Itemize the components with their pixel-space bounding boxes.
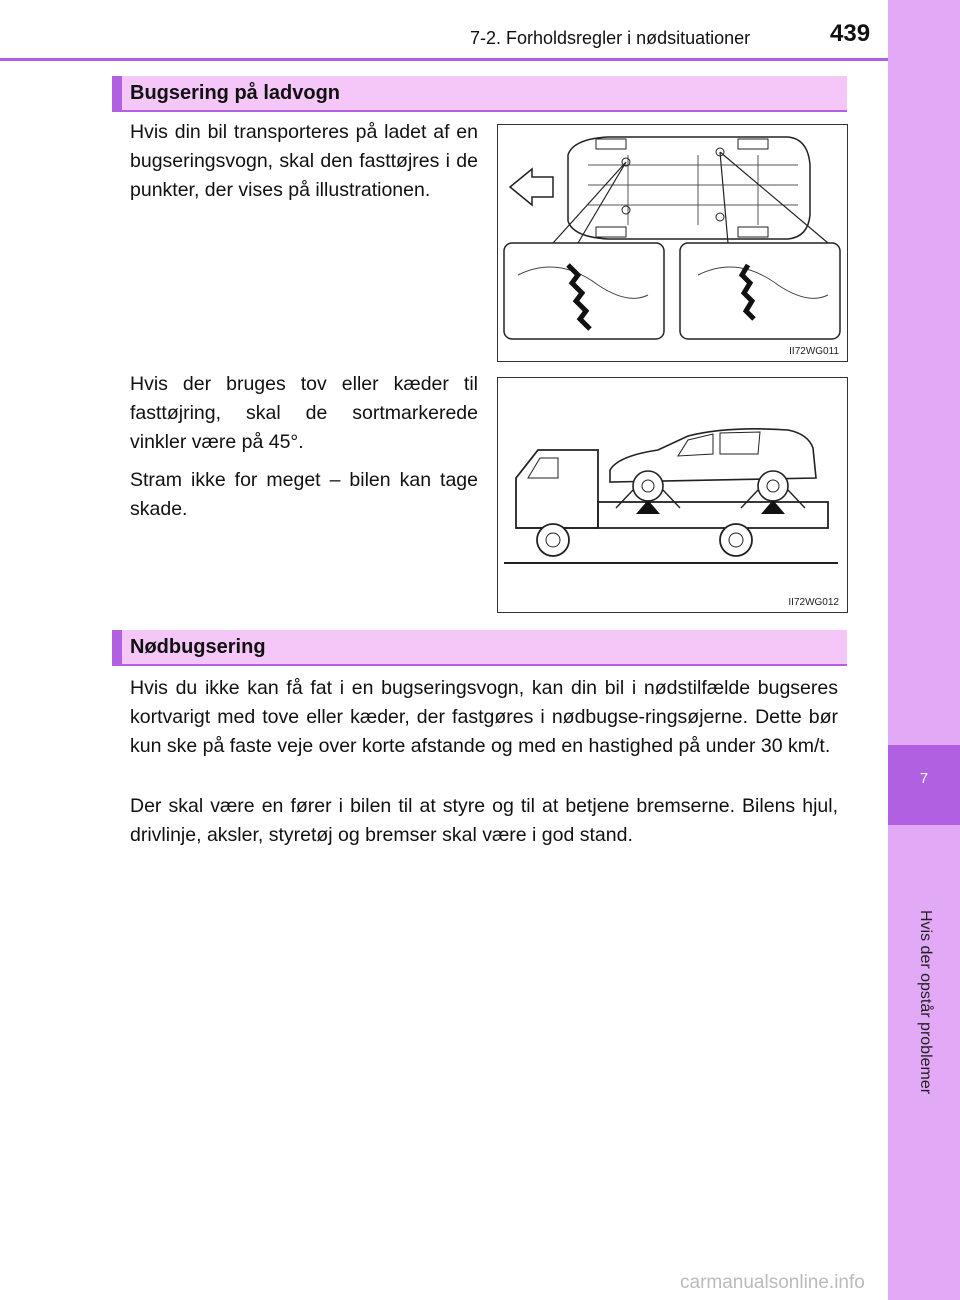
flatbed-illustration [498,378,847,612]
header-rule [0,58,888,61]
paragraph-tension-warning: Stram ikke for meget – bilen kan tage skade. [130,469,478,520]
running-header-title: 7-2. Forholdsregler i nødsituationer [470,28,751,48]
section-heading-ladvogn [112,76,847,112]
figure-tiedown-points [497,124,848,362]
page-number: 439 [830,20,871,47]
figure-code: II72WG012 [788,597,839,608]
watermark: carmanualsonline.info [680,1272,865,1293]
paragraph-driver-required: Der skal være en fører i bilen til at styre og til at betjene bremserne. Bilens hjul, drivlinje, aksler, styretøj og bremser skal være i god stand. [130,795,838,846]
section-heading-nodbugsering [112,630,847,666]
paragraph-transport: Hvis din bil transporteres på ladet af en bugseringsvogn, skal den fasttøjres i de punkter, der vises på illustrationen. [130,121,478,201]
tiedown-illustration [498,125,847,361]
figure-code: II72WG011 [789,346,839,357]
heading-accent-bar [112,76,122,110]
chapter-title: Hvis der opstår problemer [917,910,934,1095]
section-heading-text: Bugsering på ladvogn [130,82,341,104]
chapter-number: 7 [919,770,929,787]
heading-accent-bar [112,630,122,664]
paragraph-emergency-towing: Hvis du ikke kan få fat i en bugseringsvogn, kan din bil i nødstilfælde bugseres kortvarigt med tove eller kæder, der fastgøres i nødbugse-ringsøjerne. Dette bør kun ske på faste veje over korte afstande og med en hastighed på under 30 km/t. [130,677,838,757]
figure-flatbed-truck [497,377,848,613]
section-heading-text: Nødbugsering [130,636,266,658]
paragraph-chain-angle: Hvis der bruges tov eller kæder til fasttøjring, skal de sortmarkerede vinkler være på 45°. [130,373,478,453]
